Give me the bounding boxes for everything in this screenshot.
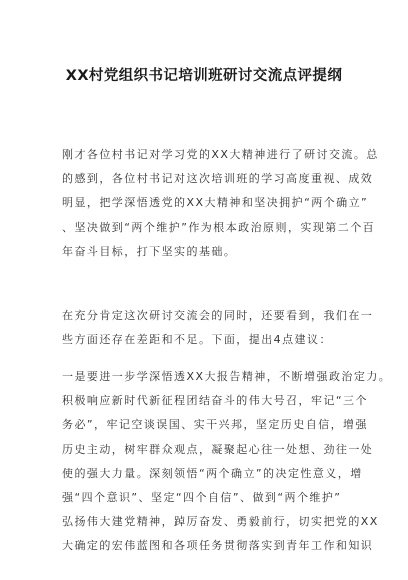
paragraph-line: 的感到，各位村书记对这次培训班的学习高度重视、成效: [62, 172, 374, 186]
paragraph-summary: [62, 143, 379, 264]
paragraph-line: 务必”，牢记空谈误国、实干兴邦，坚定历史自信，增强: [62, 418, 368, 432]
paragraph-suggestion-one: [62, 365, 392, 559]
paragraph-line: 历史主动，树牢群众观点，凝聚起心往一处想、劲往一处: [62, 442, 374, 456]
paragraph-line: 强“四个意识”、坚定“四个自信”、做到“两个维护”: [62, 491, 342, 505]
paragraph-line: 弘扬伟大建党精神，踔厉奋发、勇毅前行，切实把党的XX: [62, 515, 379, 529]
paragraph-line: 明显，把学深悟透党的XX大精神和坚决拥护“两个确立”: [62, 196, 369, 210]
paragraph-line: 年奋斗目标，打下坚实的基础。: [62, 244, 237, 258]
paragraph-line: 在充分肯定这次研讨交流会的同时，还要看到，我们在一: [62, 309, 374, 322]
paragraph-line: 大确定的宏伟蓝图和各项任务贯彻落实到青年工作和知识: [62, 539, 374, 553]
paragraph-line: 些方面还存在差距和不足。下面，提出4点建议：: [62, 333, 332, 347]
paragraph-line: 一是要进一步学深悟透XX大报告精神，不断增强政治定力。: [62, 370, 392, 383]
paragraph-line: 刚才各位村书记对学习党的XX大精神进行了研讨交流。总: [62, 148, 379, 161]
paragraph-line: 积极响应新时代新征程团结奋斗的伟大号召，牢记“三个: [62, 394, 368, 408]
paragraph-line: 使的强大力量。深刻领悟“两个确立”的决定性意义，增: [62, 466, 363, 480]
paragraph-line: 、坚决做到“两个维护”作为根本政治原则，实现第二个百: [62, 220, 376, 234]
document-title: XX村党组织书记培训班研讨交流点评提纲: [65, 68, 343, 84]
paragraph-transition: [62, 304, 374, 352]
